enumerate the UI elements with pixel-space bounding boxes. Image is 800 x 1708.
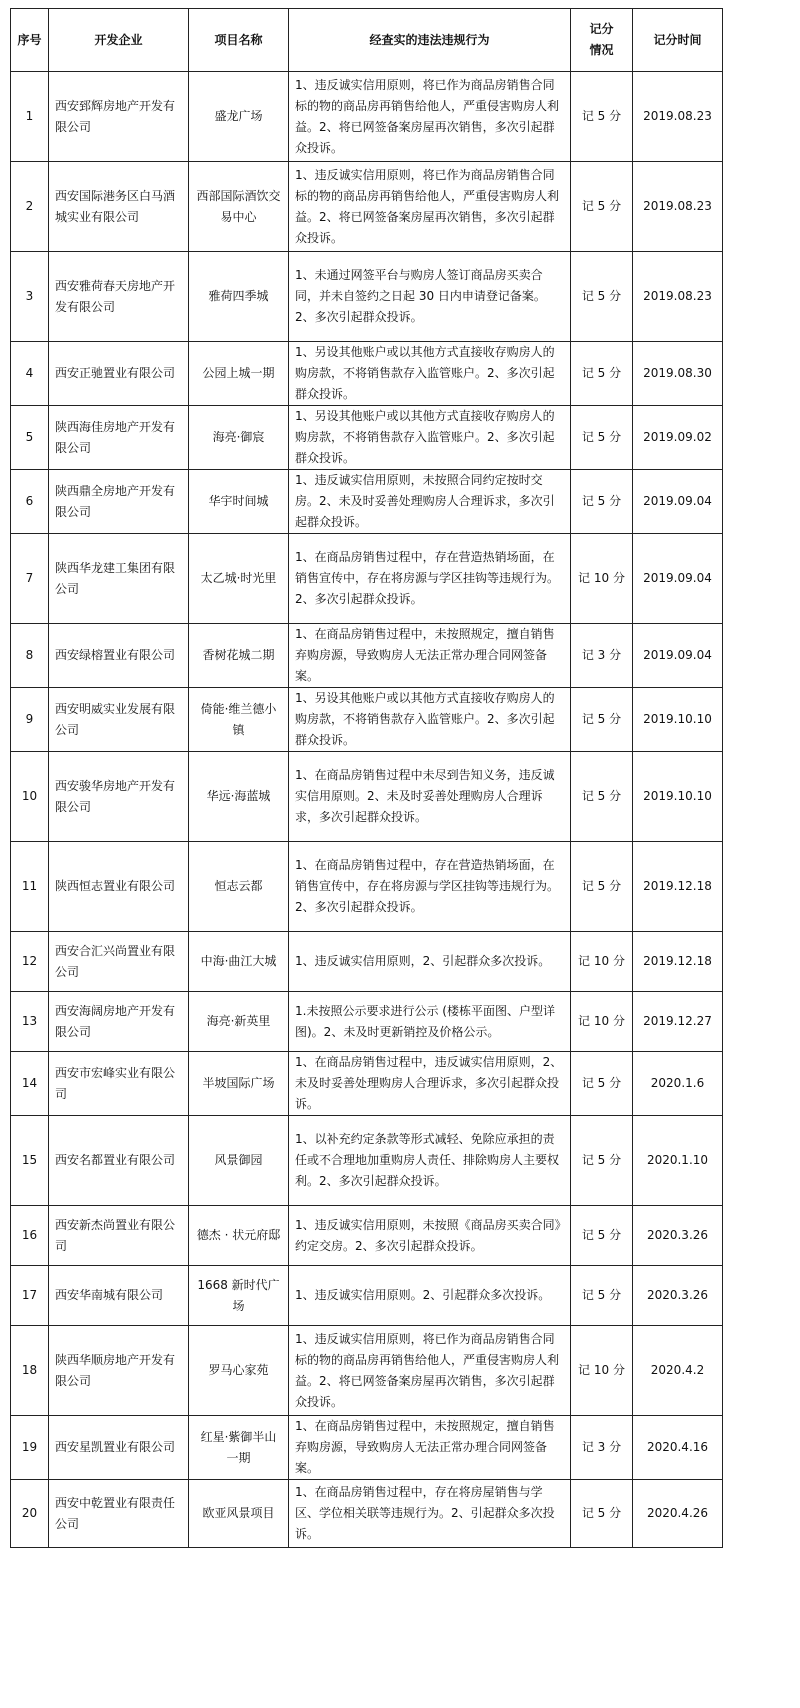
- cell-date: 2019.12.18: [633, 932, 723, 992]
- cell-violation: 1、在商品房销售过程中，未按照规定，擅自销售弃购房源，导致购房人无法正常办理合同网签备案。: [289, 624, 571, 688]
- cell-company: 西安市宏峰实业有限公司: [49, 1052, 189, 1116]
- cell-violation: 1、违反诚实信用原则，未按照《商品房买卖合同》约定交房。2、多次引起群众投诉。: [289, 1206, 571, 1266]
- table-row: [11, 162, 723, 252]
- table-row: [11, 1052, 723, 1116]
- cell-project: 1668 新时代广场: [189, 1266, 289, 1326]
- cell-points: 记 5 分: [571, 470, 633, 534]
- table-header-row: [11, 9, 723, 72]
- cell-no: 9: [11, 688, 49, 752]
- cell-date: 2020.1.6: [633, 1052, 723, 1116]
- header-points: 记分情况: [571, 9, 633, 72]
- cell-date: 2019.09.04: [633, 534, 723, 624]
- cell-no: 18: [11, 1326, 49, 1416]
- cell-points: 记 5 分: [571, 342, 633, 406]
- table-row: [11, 1416, 723, 1480]
- violation-records-table: [10, 8, 723, 1548]
- cell-company: 西安国际港务区白马酒城实业有限公司: [49, 162, 189, 252]
- cell-project: 中海·曲江大城: [189, 932, 289, 992]
- cell-date: 2019.08.23: [633, 72, 723, 162]
- cell-no: 5: [11, 406, 49, 470]
- cell-company: 陕西华龙建工集团有限公司: [49, 534, 189, 624]
- cell-date: 2019.08.23: [633, 162, 723, 252]
- cell-no: 3: [11, 252, 49, 342]
- cell-violation: 1.未按照公示要求进行公示 (楼栋平面图、户型详图)。2、未及时更新销控及价格公示。: [289, 992, 571, 1052]
- cell-company: 西安名都置业有限公司: [49, 1116, 189, 1206]
- cell-points: 记 5 分: [571, 688, 633, 752]
- cell-violation: 1、违反诚实信用原则，将已作为商品房销售合同标的物的商品房再销售给他人，严重侵害购房人利益。2、将已网签备案房屋再次销售，多次引起群众投诉。: [289, 162, 571, 252]
- cell-no: 19: [11, 1416, 49, 1480]
- cell-violation: 1、在商品房销售过程中未尽到告知义务，违反诚实信用原则。2、未及时妥善处理购房人合理诉求，多次引起群众投诉。: [289, 752, 571, 842]
- cell-project: 香树花城二期: [189, 624, 289, 688]
- table-row: [11, 72, 723, 162]
- cell-points: 记 5 分: [571, 1266, 633, 1326]
- cell-date: 2020.4.26: [633, 1480, 723, 1548]
- table-row: [11, 534, 723, 624]
- cell-points: 记 3 分: [571, 1416, 633, 1480]
- cell-violation: 1、在商品房销售过程中，存在营造热销场面，在销售宣传中，存在将房源与学区挂钩等违规行为。2、多次引起群众投诉。: [289, 534, 571, 624]
- cell-project: 公园上城一期: [189, 342, 289, 406]
- cell-points: 记 10 分: [571, 932, 633, 992]
- cell-project: 罗马心家苑: [189, 1326, 289, 1416]
- cell-company: 西安合汇兴尚置业有限公司: [49, 932, 189, 992]
- header-no: 序号: [11, 9, 49, 72]
- cell-points: 记 5 分: [571, 752, 633, 842]
- cell-violation: 1、以补充约定条款等形式减轻、免除应承担的责任或不合理地加重购房人责任、排除购房人主要权利。2、多次引起群众投诉。: [289, 1116, 571, 1206]
- cell-no: 13: [11, 992, 49, 1052]
- cell-project: 倚能·维兰德小镇: [189, 688, 289, 752]
- cell-no: 15: [11, 1116, 49, 1206]
- cell-points: 记 10 分: [571, 534, 633, 624]
- table-row: [11, 1266, 723, 1326]
- cell-project: 海亮·新英里: [189, 992, 289, 1052]
- cell-points: 记 5 分: [571, 1480, 633, 1548]
- cell-company: 西安星凯置业有限公司: [49, 1416, 189, 1480]
- cell-date: 2020.1.10: [633, 1116, 723, 1206]
- table-row: [11, 842, 723, 932]
- cell-no: 17: [11, 1266, 49, 1326]
- cell-company: 西安华南城有限公司: [49, 1266, 189, 1326]
- header-date: 记分时间: [633, 9, 723, 72]
- cell-company: 西安新杰尚置业有限公司: [49, 1206, 189, 1266]
- cell-no: 20: [11, 1480, 49, 1548]
- cell-no: 11: [11, 842, 49, 932]
- cell-no: 8: [11, 624, 49, 688]
- cell-points: 记 5 分: [571, 1206, 633, 1266]
- cell-date: 2019.08.23: [633, 252, 723, 342]
- table-row: [11, 752, 723, 842]
- cell-company: 西安明威实业发展有限公司: [49, 688, 189, 752]
- cell-project: 德杰 · 状元府邸: [189, 1206, 289, 1266]
- cell-company: 西安雅荷春天房地产开发有限公司: [49, 252, 189, 342]
- cell-date: 2020.3.26: [633, 1206, 723, 1266]
- cell-company: 西安骏华房地产开发有限公司: [49, 752, 189, 842]
- cell-violation: 1、违反诚实信用原则，将已作为商品房销售合同标的物的商品房再销售给他人，严重侵害购房人利益。2、将已网签备案房屋再次销售，多次引起群众投诉。: [289, 1326, 571, 1416]
- cell-no: 16: [11, 1206, 49, 1266]
- table-row: [11, 1116, 723, 1206]
- cell-project: 雅荷四季城: [189, 252, 289, 342]
- cell-company: 西安正驰置业有限公司: [49, 342, 189, 406]
- table-row: [11, 624, 723, 688]
- cell-points: 记 5 分: [571, 162, 633, 252]
- cell-date: 2019.10.10: [633, 752, 723, 842]
- cell-no: 7: [11, 534, 49, 624]
- cell-no: 4: [11, 342, 49, 406]
- cell-violation: 1、另设其他账户或以其他方式直接收存购房人的购房款，不将销售款存入监管账户。2、多次引起群众投诉。: [289, 342, 571, 406]
- cell-points: 记 3 分: [571, 624, 633, 688]
- header-company: 开发企业: [49, 9, 189, 72]
- cell-company: 西安绿榕置业有限公司: [49, 624, 189, 688]
- cell-points: 记 5 分: [571, 1116, 633, 1206]
- cell-company: 西安中乾置业有限责任公司: [49, 1480, 189, 1548]
- cell-violation: 1、在商品房销售过程中，存在将房屋销售与学区、学位相关联等违规行为。2、引起群众多次投诉。: [289, 1480, 571, 1548]
- cell-date: 2019.09.04: [633, 624, 723, 688]
- cell-company: 陕西恒志置业有限公司: [49, 842, 189, 932]
- cell-no: 12: [11, 932, 49, 992]
- cell-date: 2019.12.18: [633, 842, 723, 932]
- table-row: [11, 342, 723, 406]
- cell-date: 2019.08.30: [633, 342, 723, 406]
- table-row: [11, 992, 723, 1052]
- cell-project: 欧亚风景项目: [189, 1480, 289, 1548]
- cell-violation: 1、未通过网签平台与购房人签订商品房买卖合同，并未自签约之日起 30 日内申请登记备案。2、多次引起群众投诉。: [289, 252, 571, 342]
- cell-points: 记 5 分: [571, 72, 633, 162]
- cell-date: 2019.10.10: [633, 688, 723, 752]
- cell-date: 2019.09.04: [633, 470, 723, 534]
- cell-violation: 1、违反诚实信用原则。2、引起群众多次投诉。: [289, 1266, 571, 1326]
- cell-date: 2019.09.02: [633, 406, 723, 470]
- cell-points: 记 10 分: [571, 1326, 633, 1416]
- cell-no: 10: [11, 752, 49, 842]
- cell-points: 记 5 分: [571, 406, 633, 470]
- cell-date: 2020.3.26: [633, 1266, 723, 1326]
- cell-date: 2019.12.27: [633, 992, 723, 1052]
- cell-company: 陕西鼎全房地产开发有限公司: [49, 470, 189, 534]
- cell-project: 西部国际酒饮交易中心: [189, 162, 289, 252]
- cell-points: 记 5 分: [571, 252, 633, 342]
- cell-points: 记 5 分: [571, 842, 633, 932]
- header-project: 项目名称: [189, 9, 289, 72]
- cell-no: 1: [11, 72, 49, 162]
- violation-records-document: [10, 8, 723, 1548]
- cell-violation: 1、另设其他账户或以其他方式直接收存购房人的购房款，不将销售款存入监管账户。2、多次引起群众投诉。: [289, 406, 571, 470]
- cell-points: 记 10 分: [571, 992, 633, 1052]
- cell-no: 2: [11, 162, 49, 252]
- table-row: [11, 1206, 723, 1266]
- table-row: [11, 688, 723, 752]
- cell-project: 华远·海蓝城: [189, 752, 289, 842]
- table-row: [11, 1480, 723, 1548]
- cell-points: 记 5 分: [571, 1052, 633, 1116]
- cell-company: 陕西海佳房地产开发有限公司: [49, 406, 189, 470]
- cell-violation: 1、违反诚实信用原则，将已作为商品房销售合同标的物的商品房再销售给他人，严重侵害购房人利益。2、将已网签备案房屋再次销售，多次引起群众投诉。: [289, 72, 571, 162]
- cell-project: 华宇时间城: [189, 470, 289, 534]
- cell-project: 海亮·御宸: [189, 406, 289, 470]
- cell-company: 西安郅辉房地产开发有限公司: [49, 72, 189, 162]
- cell-company: 西安海阔房地产开发有限公司: [49, 992, 189, 1052]
- cell-project: 红星·紫御半山一期: [189, 1416, 289, 1480]
- cell-date: 2020.4.16: [633, 1416, 723, 1480]
- cell-violation: 1、违反诚实信用原则，2、引起群众多次投诉。: [289, 932, 571, 992]
- cell-date: 2020.4.2: [633, 1326, 723, 1416]
- cell-no: 14: [11, 1052, 49, 1116]
- cell-project: 半坡国际广场: [189, 1052, 289, 1116]
- table-row: [11, 932, 723, 992]
- cell-project: 太乙城·时光里: [189, 534, 289, 624]
- cell-no: 6: [11, 470, 49, 534]
- cell-violation: 1、另设其他账户或以其他方式直接收存购房人的购房款，不将销售款存入监管账户。2、多次引起群众投诉。: [289, 688, 571, 752]
- cell-violation: 1、在商品房销售过程中，违反诚实信用原则，2、未及时妥善处理购房人合理诉求，多次引起群众投诉。: [289, 1052, 571, 1116]
- table-row: [11, 1326, 723, 1416]
- header-violation: 经查实的违法违规行为: [289, 9, 571, 72]
- cell-company: 陕西华顺房地产开发有限公司: [49, 1326, 189, 1416]
- cell-project: 风景御园: [189, 1116, 289, 1206]
- cell-project: 盛龙广场: [189, 72, 289, 162]
- table-row: [11, 406, 723, 470]
- table-row: [11, 252, 723, 342]
- table-row: [11, 470, 723, 534]
- cell-violation: 1、在商品房销售过程中，未按照规定，擅自销售弃购房源，导致购房人无法正常办理合同网签备案。: [289, 1416, 571, 1480]
- cell-project: 恒志云都: [189, 842, 289, 932]
- cell-violation: 1、在商品房销售过程中，存在营造热销场面，在销售宣传中，存在将房源与学区挂钩等违规行为。2、多次引起群众投诉。: [289, 842, 571, 932]
- cell-violation: 1、违反诚实信用原则，未按照合同约定按时交房。2、未及时妥善处理购房人合理诉求，多次引起群众投诉。: [289, 470, 571, 534]
